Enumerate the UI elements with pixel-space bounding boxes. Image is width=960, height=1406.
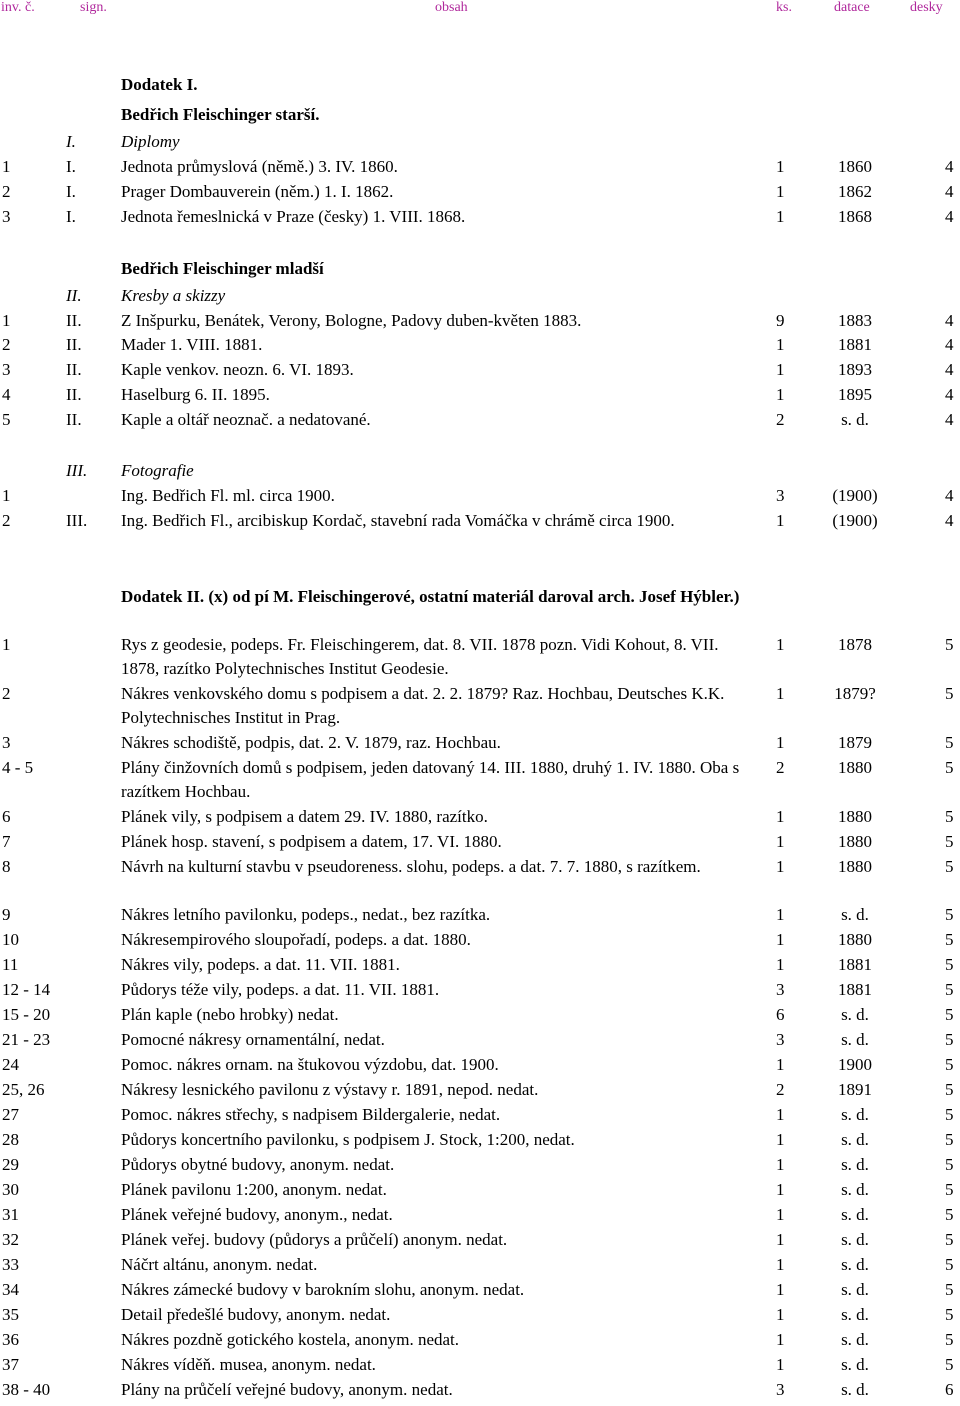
dating: s. d. bbox=[841, 1255, 869, 1274]
inventory-number: 9 bbox=[2, 905, 11, 924]
count: 1 bbox=[776, 1230, 785, 1249]
folder-number: 5 bbox=[945, 1130, 954, 1149]
content-text: Pomoc. nákres střechy, s nadpisem Bildergalerie, nedat. bbox=[121, 1105, 501, 1124]
folder-number: 5 bbox=[945, 635, 954, 654]
content-text: Jednota průmyslová (němě.) 3. IV. 1860. bbox=[121, 157, 398, 176]
folder-number: 5 bbox=[945, 1330, 954, 1349]
inventory-number: 7 bbox=[2, 832, 11, 851]
content-text: Půdorys obytné budovy, anonym. nedat. bbox=[121, 1155, 395, 1174]
content-text: Plánek veřejné budovy, anonym., nedat. bbox=[121, 1205, 393, 1224]
count: 1 bbox=[776, 207, 785, 226]
dating: 1879 bbox=[838, 733, 872, 752]
inventory-row bbox=[0, 1003, 960, 1027]
inventory-row bbox=[0, 1303, 960, 1327]
dating: s. d. bbox=[841, 1330, 869, 1349]
inventory-row bbox=[0, 333, 960, 357]
count: 1 bbox=[776, 1255, 785, 1274]
count: 1 bbox=[776, 1330, 785, 1349]
count: 1 bbox=[776, 335, 785, 354]
count: 1 bbox=[776, 684, 785, 703]
heading-text: Bedřich Fleischinger mladší bbox=[121, 259, 324, 278]
inventory-number: 30 bbox=[2, 1180, 19, 1199]
inventory-row bbox=[0, 155, 960, 179]
signature: III. bbox=[66, 511, 88, 530]
dating: 1868 bbox=[838, 207, 872, 226]
inventory-row bbox=[0, 484, 960, 508]
inventory-number: 3 bbox=[2, 733, 11, 752]
section-heading bbox=[0, 257, 960, 281]
folder-number: 4 bbox=[945, 511, 954, 530]
folder-number: 4 bbox=[945, 360, 954, 379]
inventory-number: 34 bbox=[2, 1280, 19, 1299]
folder-number: 5 bbox=[945, 857, 954, 876]
inventory-row bbox=[0, 1028, 960, 1052]
folder-number: 5 bbox=[945, 1155, 954, 1174]
folder-number: 5 bbox=[945, 1105, 954, 1124]
inventory-row bbox=[0, 1128, 960, 1152]
folder-number: 6 bbox=[945, 1380, 954, 1399]
dating: 1893 bbox=[838, 360, 872, 379]
content-text: Mader 1. VIII. 1881. bbox=[121, 335, 263, 354]
section-heading bbox=[0, 103, 960, 127]
folder-number: 5 bbox=[945, 1230, 954, 1249]
dating: 1880 bbox=[838, 857, 872, 876]
content-text: Nákres zámecké budovy v barokním slohu, anonym. nedat. bbox=[121, 1280, 525, 1299]
inventory-number: 29 bbox=[2, 1155, 19, 1174]
count: 9 bbox=[776, 311, 785, 330]
inventory-number: 35 bbox=[2, 1305, 19, 1324]
folder-number: 5 bbox=[945, 1355, 954, 1374]
content-text: Rys z geodesie, podeps. Fr. Fleischingerem, dat. 8. VII. 1878 pozn. Vidi Kohout, 8. VII. 1878, razítko Polytechnisches Institut Geodesie. bbox=[121, 635, 719, 678]
dating: 1879? bbox=[834, 684, 876, 703]
count: 2 bbox=[776, 758, 785, 777]
inventory-number: 4 - 5 bbox=[2, 758, 34, 777]
signature: II. bbox=[66, 311, 82, 330]
dating: (1900) bbox=[832, 486, 878, 505]
folder-number: 4 bbox=[945, 311, 954, 330]
folder-number: 5 bbox=[945, 980, 954, 999]
dating: s. d. bbox=[841, 1355, 869, 1374]
header-ks: ks. bbox=[776, 0, 792, 15]
signature: I. bbox=[66, 207, 76, 226]
inventory-number: 33 bbox=[2, 1255, 19, 1274]
inventory-number: 2 bbox=[2, 182, 11, 201]
section-signature: II. bbox=[66, 286, 82, 305]
heading-text: Bedřich Fleischinger starší. bbox=[121, 105, 320, 124]
folder-number: 5 bbox=[945, 1055, 954, 1074]
inventory-row bbox=[0, 855, 960, 879]
inventory-number: 6 bbox=[2, 807, 11, 826]
signature: II. bbox=[66, 335, 82, 354]
inventory-row bbox=[0, 1353, 960, 1377]
dating: s. d. bbox=[841, 1105, 869, 1124]
inventory-number: 1 bbox=[2, 311, 11, 330]
inventory-row bbox=[0, 1378, 960, 1402]
inventory-row bbox=[0, 756, 960, 801]
count: 1 bbox=[776, 807, 785, 826]
content-text: Kaple a oltář neoznač. a nedatované. bbox=[121, 410, 371, 429]
content-text: Nákres vily, podeps. a dat. 11. VII. 1881. bbox=[121, 955, 400, 974]
folder-number: 5 bbox=[945, 807, 954, 826]
content-text: Detail předešlé budovy, anonym. nedat. bbox=[121, 1305, 391, 1324]
inventory-number: 3 bbox=[2, 207, 11, 226]
content-text: Plány na průčelí veřejné budovy, anonym. nedat. bbox=[121, 1380, 453, 1399]
inventory-number: 28 bbox=[2, 1130, 19, 1149]
folder-number: 5 bbox=[945, 930, 954, 949]
count: 1 bbox=[776, 1280, 785, 1299]
inventory-row bbox=[0, 682, 960, 727]
dating: s. d. bbox=[841, 1305, 869, 1324]
count: 1 bbox=[776, 1130, 785, 1149]
inventory-row bbox=[0, 1228, 960, 1252]
count: 1 bbox=[776, 733, 785, 752]
folder-number: 5 bbox=[945, 733, 954, 752]
inventory-row bbox=[0, 509, 960, 533]
inventory-row bbox=[0, 408, 960, 432]
dating: s. d. bbox=[841, 1005, 869, 1024]
section-title: Kresby a skizzy bbox=[121, 286, 226, 305]
folder-number: 4 bbox=[945, 385, 954, 404]
content-text: Jednota řemeslnická v Praze (česky) 1. VIII. 1868. bbox=[121, 207, 466, 226]
dating: (1900) bbox=[832, 511, 878, 530]
content-text: Nákres letního pavilonku, podeps., nedat., bez razítka. bbox=[121, 905, 491, 924]
subsection-title bbox=[0, 130, 960, 154]
inventory-number: 38 - 40 bbox=[2, 1380, 51, 1399]
inventory-number: 8 bbox=[2, 857, 11, 876]
inventory-number: 1 bbox=[2, 486, 11, 505]
count: 3 bbox=[776, 1380, 785, 1399]
count: 3 bbox=[776, 486, 785, 505]
count: 3 bbox=[776, 1030, 785, 1049]
folder-number: 5 bbox=[945, 905, 954, 924]
dating: 1878 bbox=[838, 635, 872, 654]
inventory-number: 25, 26 bbox=[2, 1080, 45, 1099]
column-header bbox=[0, 0, 960, 16]
signature: II. bbox=[66, 410, 82, 429]
count: 1 bbox=[776, 1055, 785, 1074]
inventory-number: 11 bbox=[2, 955, 19, 974]
folder-number: 5 bbox=[945, 1005, 954, 1024]
inventory-row bbox=[0, 1178, 960, 1202]
signature: I. bbox=[66, 157, 76, 176]
inventory-row bbox=[0, 731, 960, 755]
content-text: Půdorys téže vily, podeps. a dat. 11. VII. 1881. bbox=[121, 980, 440, 999]
content-text: Pomoc. nákres ornam. na štukovou výzdobu, dat. 1900. bbox=[121, 1055, 499, 1074]
inventory-row bbox=[0, 903, 960, 927]
inventory-row bbox=[0, 180, 960, 204]
header-sign: sign. bbox=[80, 0, 107, 15]
inventory-number: 1 bbox=[2, 635, 11, 654]
signature: I. bbox=[66, 182, 76, 201]
content-text: Nákresy lesnického pavilonu z výstavy r. 1891, nepod. nedat. bbox=[121, 1080, 539, 1099]
count: 1 bbox=[776, 1155, 785, 1174]
folder-number: 5 bbox=[945, 684, 954, 703]
inventory-row bbox=[0, 1328, 960, 1352]
inventory-number: 4 bbox=[2, 385, 11, 404]
inventory-row bbox=[0, 805, 960, 829]
folder-number: 5 bbox=[945, 1180, 954, 1199]
section-heading bbox=[0, 73, 960, 97]
dating: 1883 bbox=[838, 311, 872, 330]
count: 1 bbox=[776, 635, 785, 654]
content-text: Plánek vily, s podpisem a datem 29. IV. 1880, razítko. bbox=[121, 807, 488, 826]
count: 1 bbox=[776, 511, 785, 530]
heading-text: Dodatek I. bbox=[121, 75, 198, 94]
inventory-row bbox=[0, 1103, 960, 1127]
content-text: Nákres pozdně gotického kostela, anonym. nedat. bbox=[121, 1330, 460, 1349]
dating: s. d. bbox=[841, 1155, 869, 1174]
dating: s. d. bbox=[841, 905, 869, 924]
inventory-row bbox=[0, 205, 960, 229]
subsection-title bbox=[0, 284, 960, 308]
inventory-row bbox=[0, 953, 960, 977]
subsection-title bbox=[0, 459, 960, 483]
dating: 1900 bbox=[838, 1055, 872, 1074]
content-text: Prager Dombauverein (něm.) 1. I. 1862. bbox=[121, 182, 394, 201]
dating: 1880 bbox=[838, 832, 872, 851]
folder-number: 5 bbox=[945, 1080, 954, 1099]
inventory-row bbox=[0, 1253, 960, 1277]
heading-text: Dodatek II. (x) od pí M. Fleischingerové, ostatní materiál daroval arch. Josef Hýbler.) bbox=[121, 587, 740, 606]
count: 1 bbox=[776, 157, 785, 176]
dating: 1880 bbox=[838, 758, 872, 777]
count: 1 bbox=[776, 182, 785, 201]
count: 1 bbox=[776, 905, 785, 924]
dating: 1895 bbox=[838, 385, 872, 404]
inventory-number: 32 bbox=[2, 1230, 19, 1249]
content-text: Plány činžovních domů s podpisem, jeden datovaný 14. III. 1880, druhý 1. IV. 1880. Oba s razítkem Hochbau. bbox=[121, 758, 740, 801]
content-text: Nákres schodiště, podpis, dat. 2. V. 1879, raz. Hochbau. bbox=[121, 733, 501, 752]
inventory-number: 37 bbox=[2, 1355, 19, 1374]
inventory-number: 2 bbox=[2, 511, 11, 530]
signature: II. bbox=[66, 360, 82, 379]
count: 6 bbox=[776, 1005, 785, 1024]
inventory-number: 15 - 20 bbox=[2, 1005, 51, 1024]
inventory-number: 36 bbox=[2, 1330, 19, 1349]
inventory-number: 3 bbox=[2, 360, 11, 379]
content-text: Plánek hosp. stavení, s podpisem a datem, 17. VI. 1880. bbox=[121, 832, 502, 851]
folder-number: 5 bbox=[945, 1280, 954, 1299]
count: 1 bbox=[776, 1180, 785, 1199]
dating: s. d. bbox=[841, 1180, 869, 1199]
dating: s. d. bbox=[841, 1280, 869, 1299]
count: 1 bbox=[776, 1305, 785, 1324]
dating: 1881 bbox=[838, 335, 872, 354]
folder-number: 5 bbox=[945, 758, 954, 777]
inventory-number: 12 - 14 bbox=[2, 980, 51, 999]
inventory-row bbox=[0, 358, 960, 382]
inventory-row bbox=[0, 1278, 960, 1302]
inventory-number: 1 bbox=[2, 157, 11, 176]
content-text: Pomocné nákresy ornamentální, nedat. bbox=[121, 1030, 385, 1049]
content-text: Ing. Bedřich Fl. ml. circa 1900. bbox=[121, 486, 335, 505]
inventory-number: 5 bbox=[2, 410, 11, 429]
inventory-number: 21 - 23 bbox=[2, 1030, 51, 1049]
content-text: Náčrt altánu, anonym. nedat. bbox=[121, 1255, 318, 1274]
section-signature: III. bbox=[66, 461, 88, 480]
inventory-number: 27 bbox=[2, 1105, 19, 1124]
count: 1 bbox=[776, 1105, 785, 1124]
count: 2 bbox=[776, 410, 785, 429]
count: 1 bbox=[776, 1355, 785, 1374]
content-text: Plánek pavilonu 1:200, anonym. nedat. bbox=[121, 1180, 387, 1199]
count: 1 bbox=[776, 1205, 785, 1224]
inventory-number: 31 bbox=[2, 1205, 19, 1224]
folder-number: 5 bbox=[945, 955, 954, 974]
dating: s. d. bbox=[841, 1230, 869, 1249]
header-desky: desky bbox=[910, 0, 943, 15]
header-inv: inv. č. bbox=[1, 0, 35, 15]
dating: 1860 bbox=[838, 157, 872, 176]
content-text: Nákres venkovského domu s podpisem a dat. 2. 2. 1879? Raz. Hochbau, Deutsches K.K. Polytechnisches Institut in Prag. bbox=[121, 684, 725, 727]
header-obsah: obsah bbox=[435, 0, 468, 15]
folder-number: 4 bbox=[945, 335, 954, 354]
dating: 1881 bbox=[838, 955, 872, 974]
count: 1 bbox=[776, 857, 785, 876]
section-signature: I. bbox=[66, 132, 76, 151]
content-text: Z Inšpurku, Benátek, Verony, Bologne, Padovy duben-květen 1883. bbox=[121, 311, 582, 330]
dating: 1880 bbox=[838, 930, 872, 949]
inventory-row bbox=[0, 1053, 960, 1077]
count: 1 bbox=[776, 930, 785, 949]
dating: 1862 bbox=[838, 182, 872, 201]
content-text: Půdorys koncertního pavilonku, s podpisem J. Stock, 1:200, nedat. bbox=[121, 1130, 575, 1149]
inventory-row bbox=[0, 978, 960, 1002]
content-text: Ing. Bedřich Fl., arcibiskup Kordač, stavební rada Vomáčka v chrámě circa 1900. bbox=[121, 511, 675, 530]
count: 2 bbox=[776, 1080, 785, 1099]
inventory-row bbox=[0, 928, 960, 952]
dating: 1881 bbox=[838, 980, 872, 999]
folder-number: 4 bbox=[945, 182, 954, 201]
section-title: Fotografie bbox=[121, 461, 194, 480]
dating: s. d. bbox=[841, 1380, 869, 1399]
count: 1 bbox=[776, 832, 785, 851]
count: 1 bbox=[776, 360, 785, 379]
content-text: Nákres víděň. musea, anonym. nedat. bbox=[121, 1355, 376, 1374]
count: 3 bbox=[776, 980, 785, 999]
dating: 1880 bbox=[838, 807, 872, 826]
folder-number: 5 bbox=[945, 1305, 954, 1324]
folder-number: 4 bbox=[945, 207, 954, 226]
section-heading bbox=[0, 585, 960, 609]
dating: s. d. bbox=[841, 1030, 869, 1049]
signature: II. bbox=[66, 385, 82, 404]
dating: 1891 bbox=[838, 1080, 872, 1099]
folder-number: 4 bbox=[945, 157, 954, 176]
count: 1 bbox=[776, 955, 785, 974]
inventory-row bbox=[0, 1203, 960, 1227]
count: 1 bbox=[776, 385, 785, 404]
inventory-number: 10 bbox=[2, 930, 19, 949]
inventory-row bbox=[0, 383, 960, 407]
inventory-row bbox=[0, 633, 960, 678]
content-text: Návrh na kulturní stavbu v pseudoreness. slohu, podeps. a dat. 7. 7. 1880, s razítkem. bbox=[121, 857, 701, 876]
folder-number: 5 bbox=[945, 1255, 954, 1274]
content-text: Kaple venkov. neozn. 6. VI. 1893. bbox=[121, 360, 354, 379]
folder-number: 5 bbox=[945, 1030, 954, 1049]
folder-number: 5 bbox=[945, 832, 954, 851]
section-title: Diplomy bbox=[121, 132, 180, 151]
inventory-row bbox=[0, 1153, 960, 1177]
dating: s. d. bbox=[841, 1130, 869, 1149]
inventory-row bbox=[0, 1078, 960, 1102]
inventory-number: 2 bbox=[2, 684, 11, 703]
header-datace: datace bbox=[834, 0, 870, 15]
content-text: Plán kaple (nebo hrobky) nedat. bbox=[121, 1005, 339, 1024]
content-text: Nákresempirového sloupořadí, podeps. a dat. 1880. bbox=[121, 930, 471, 949]
inventory-row bbox=[0, 830, 960, 854]
folder-number: 4 bbox=[945, 410, 954, 429]
dating: s. d. bbox=[841, 1205, 869, 1224]
inventory-number: 24 bbox=[2, 1055, 19, 1074]
folder-number: 4 bbox=[945, 486, 954, 505]
content-text: Haselburg 6. II. 1895. bbox=[121, 385, 270, 404]
inventory-row bbox=[0, 309, 960, 333]
content-text: Plánek veřej. budovy (půdorys a průčelí) anonym. nedat. bbox=[121, 1230, 508, 1249]
folder-number: 5 bbox=[945, 1205, 954, 1224]
dating: s. d. bbox=[841, 410, 869, 429]
inventory-number: 2 bbox=[2, 335, 11, 354]
